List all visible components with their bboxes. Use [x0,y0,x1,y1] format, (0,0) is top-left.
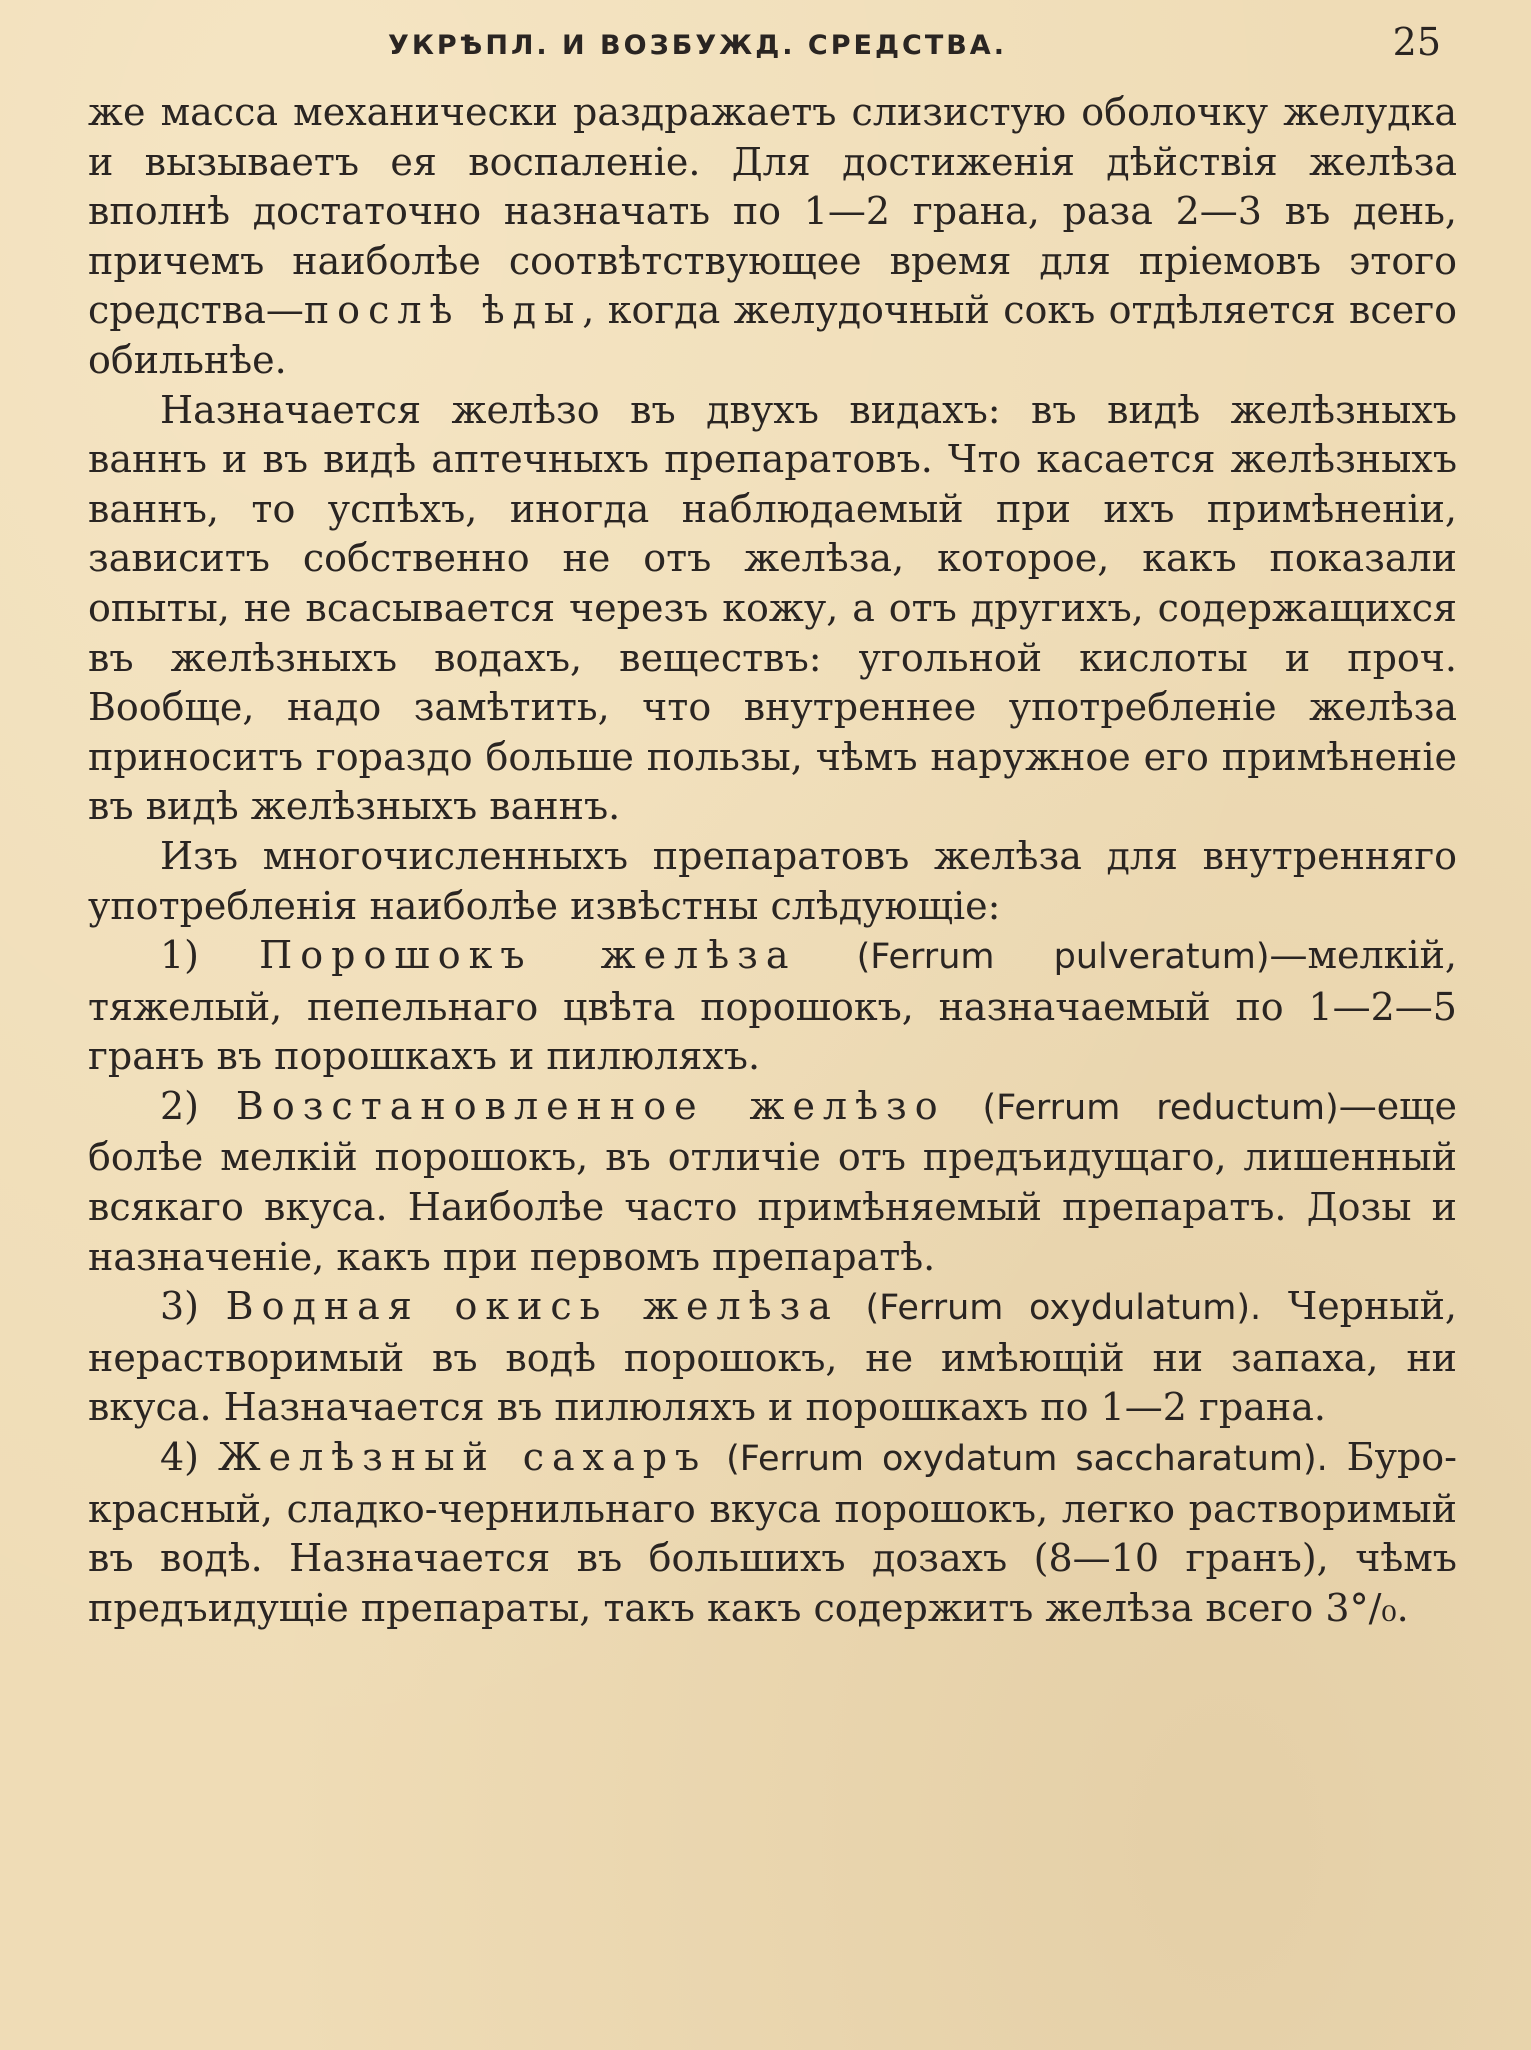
latin-name: (Ferrum pulveratum) [856,937,1270,978]
item-text: Буро-красный, сладко-чернильнаго вкуса порошокъ, легко растворимый въ водѣ. Назначается въ большихъ дозахъ (8—10 гранъ), чѣмъ предъидущіе препараты, такъ какъ содержитъ желѣза всего 3°/₀. [88,1435,1457,1630]
paragraph-continued [88,88,1457,386]
list-item [88,931,1457,1082]
running-title: УКРѢПЛ. И ВОЗБУЖД. СРЕДСТВА. [388,30,1007,61]
preparation-name: Желѣзный сахаръ [217,1435,708,1480]
preparation-name: Водная окись желѣза [225,1284,839,1329]
paragraph: Назначается желѣзо въ двухъ видахъ: въ видѣ желѣзныхъ ваннъ и въ видѣ аптечныхъ препаратовъ. Что касается желѣзныхъ ваннъ, то успѣхъ, иногда наблюдаемый при ихъ примѣненіи, зависитъ собственно не отъ желѣза, которое, какъ показали опыты, не всасывается черезъ кожу, а отъ другихъ, содержащихся въ желѣзныхъ водахъ, веществъ: угольной кислоты и проч. Вообще, надо замѣтить, что внутреннее употребленіе желѣза приноситъ гораздо больше пользы, чѣмъ наружное его примѣненіе въ видѣ желѣзныхъ ваннъ. [88,387,1457,829]
item-number: 4) [160,1435,200,1480]
item-number: 2) [160,1083,200,1128]
latin-name: (Ferrum oxydulatum). [865,1288,1262,1329]
list-item [88,1433,1457,1633]
latin-name: (Ferrum oxydatum saccharatum). [726,1439,1328,1480]
latin-name: (Ferrum reductum) [982,1087,1339,1128]
running-head [88,18,1457,72]
emphasized-text: послѣ ѣды [303,288,583,333]
preparation-name: Возстановленное желѣзо [235,1083,946,1128]
paragraph-text: , когда желудочный сокъ отдѣляется всего обильнѣе. [88,288,1457,382]
item-text: —еще болѣе мелкій порошокъ, въ отличіе отъ предъидущаго, лишенный всякаго вкуса. Наиболѣе часто примѣняемый препаратъ. Дозы и назначеніе, какъ при первомъ препаратѣ. [88,1083,1457,1279]
body-text [88,88,1457,1633]
item-text: Черный, нерастворимый въ водѣ порошокъ, не имѣющій ни запаха, ни вкуса. Назначается въ пилюляхъ и порошкахъ по 1—2 грана. [88,1284,1457,1430]
list-item [88,1282,1457,1433]
item-number: 3) [160,1284,200,1329]
item-number: 1) [160,933,200,978]
item-text: —мелкій, тяжелый, пепельнаго цвѣта порошокъ, назначаемый по 1—2—5 гранъ въ порошкахъ и пилюляхъ. [88,933,1457,1079]
preparation-name: Порошокъ желѣза [259,933,797,978]
list-item [88,1082,1457,1282]
page-number: 25 [1392,20,1441,64]
paragraph: Изъ многочисленныхъ препаратовъ желѣза для внутренняго употребленія наиболѣе извѣстны слѣдующіе: [88,833,1457,928]
paragraph-text: же масса механически раздражаетъ слизистую оболочку желудка и вызываетъ ея воспаленіе. Для достиженія дѣйствія желѣза вполнѣ достаточно назначать по 1—2 грана, раза 2—3 въ день, причемъ наиболѣе соотвѣтствующее время для пріемовъ этого средства— [88,90,1457,333]
